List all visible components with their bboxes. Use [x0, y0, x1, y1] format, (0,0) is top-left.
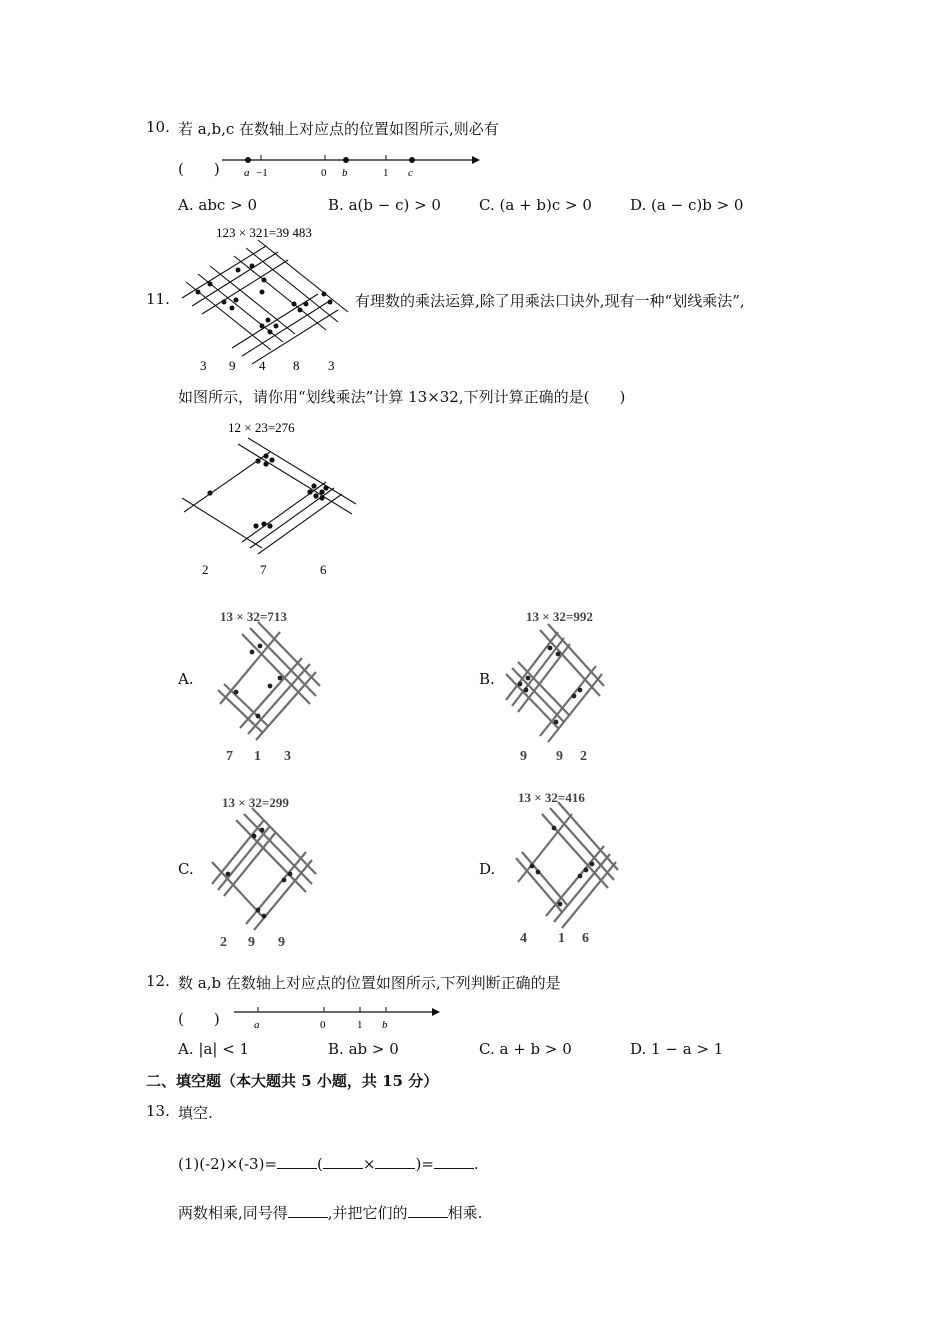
q11-option-a-label[interactable]: A.: [178, 670, 194, 688]
q11-option-b-label[interactable]: B.: [479, 670, 495, 688]
example-lines: [182, 438, 356, 554]
q11-option-a-figure[interactable]: [210, 604, 322, 764]
q10-number-line: [220, 148, 480, 182]
option-expr: a + b > 0: [499, 1040, 572, 1058]
q10-option-b[interactable]: [328, 196, 441, 214]
q11-figure-123x321: [176, 222, 354, 374]
q13-line2: [178, 1202, 482, 1223]
option-digit: 9: [520, 749, 527, 764]
option-title: 13 × 32=299: [222, 795, 289, 810]
axis-arrow: [432, 1008, 440, 1016]
option-label: C.: [479, 1040, 495, 1058]
fig-digit: 9: [229, 358, 236, 373]
option-digit: 4: [520, 931, 527, 946]
q12-number: 12.: [146, 972, 170, 990]
option-label: A.: [178, 196, 194, 214]
fill-blank[interactable]: [323, 1154, 363, 1169]
fill-blank[interactable]: [277, 1154, 317, 1169]
q11-option-c-figure[interactable]: [206, 790, 322, 952]
fill-blank[interactable]: [434, 1154, 474, 1169]
option-digit: 6: [582, 931, 589, 946]
q12-option-b[interactable]: [328, 1040, 399, 1058]
q13-number: 13.: [146, 1102, 170, 1120]
fill-blank[interactable]: [408, 1203, 448, 1218]
option-digit: 7: [226, 749, 233, 764]
label-0: 0: [320, 1019, 326, 1031]
option-lines: [212, 808, 316, 930]
option-expr: 1 − a > 1: [651, 1040, 724, 1058]
fig-dots: [196, 264, 333, 335]
option-expr: ab > 0: [348, 1040, 399, 1058]
option-digit: 2: [580, 749, 587, 764]
q13-stem: 填空.: [178, 1104, 213, 1122]
option-expr: (a + b)c > 0: [499, 196, 592, 214]
label-b: b: [382, 1019, 388, 1031]
point-c: [409, 157, 415, 163]
fig-digit: 8: [293, 358, 300, 373]
fig-digit: 3: [200, 358, 207, 373]
option-title: 13 × 32=416: [518, 790, 585, 805]
example-dots: [207, 453, 328, 528]
q10-option-c[interactable]: [479, 196, 592, 214]
option-digit: 3: [284, 749, 291, 764]
label-1: 1: [383, 167, 389, 179]
text-segment: ,并把它们的: [327, 1204, 408, 1222]
label-a: a: [254, 1019, 260, 1031]
option-label: D.: [630, 1040, 647, 1058]
point-b: [343, 157, 349, 163]
fig-digit: 4: [259, 358, 266, 373]
option-title: 13 × 32=992: [526, 609, 593, 624]
q12-option-d[interactable]: [630, 1040, 723, 1058]
option-label: C.: [479, 196, 495, 214]
text-segment: )=: [415, 1155, 434, 1173]
text-segment: (: [317, 1155, 323, 1173]
q11-number: 11.: [146, 290, 170, 308]
fill-blank[interactable]: [288, 1203, 328, 1218]
label-0: 0: [321, 167, 327, 179]
option-expr: abc > 0: [198, 196, 257, 214]
option-label: B.: [328, 196, 344, 214]
option-label: A.: [178, 1040, 194, 1058]
axis-arrow: [472, 156, 480, 164]
option-digit: 1: [254, 749, 261, 764]
option-digit: 2: [220, 935, 227, 950]
option-digit: 9: [278, 935, 285, 950]
q11-option-d-figure[interactable]: [510, 784, 622, 950]
q13-line1: [178, 1154, 479, 1173]
q11-option-c-label[interactable]: C.: [178, 860, 194, 878]
label-1: 1: [357, 1019, 363, 1031]
option-digit: 9: [556, 749, 563, 764]
option-expr: |a| < 1: [198, 1040, 250, 1058]
option-label: D.: [630, 196, 647, 214]
q11-option-d-label[interactable]: D.: [479, 860, 496, 878]
label-c: c: [408, 167, 413, 179]
fig-title: 123 × 321=39 483: [216, 225, 312, 240]
example-digit: 7: [260, 562, 267, 577]
label-minus-1: −1: [256, 167, 268, 179]
fig-lines: [182, 240, 348, 364]
section-2-title: 二、填空题（本大题共 5 小题，共 15 分）: [146, 1072, 439, 1090]
q10-answer-paren: ( ): [178, 160, 220, 178]
label-a: a: [244, 167, 250, 179]
text-segment: 相乘.: [447, 1204, 483, 1222]
option-title: 13 × 32=713: [220, 609, 287, 624]
text-segment: .: [473, 1155, 479, 1173]
q11-stem-line2: 如图所示，请你用“划线乘法”计算 13×32,下列计算正确的是( ): [178, 388, 626, 406]
example-title: 12 × 23=276: [228, 420, 295, 435]
text-segment: 两数相乘,同号得: [178, 1204, 288, 1222]
q10-stem: 若 a,b,c 在数轴上对应点的位置如图所示,则必有: [178, 120, 499, 138]
option-label: B.: [328, 1040, 344, 1058]
text-segment: ×: [362, 1155, 376, 1173]
example-digit: 6: [320, 562, 327, 577]
fill-blank[interactable]: [375, 1154, 415, 1169]
q12-answer-paren: ( ): [178, 1010, 220, 1028]
option-expr: a(b − c) > 0: [348, 196, 441, 214]
text-segment: (1)(-2)×(-3)=: [178, 1155, 278, 1173]
q11-stem-right: 有理数的乘法运算,除了用乘法口诀外,现有一种“划线乘法”,: [355, 292, 745, 310]
q10-number: 10.: [146, 118, 170, 136]
q12-option-a[interactable]: [178, 1040, 249, 1058]
example-digit: 2: [202, 562, 209, 577]
point-a: [245, 157, 251, 163]
option-lines: [218, 622, 320, 740]
q10-option-a[interactable]: [178, 196, 257, 214]
option-expr: (a − c)b > 0: [651, 196, 744, 214]
q10-option-d[interactable]: [630, 196, 743, 214]
q12-number-line: [232, 1000, 444, 1034]
label-b: b: [342, 167, 348, 179]
option-digit: 1: [558, 931, 565, 946]
q12-option-c[interactable]: [479, 1040, 572, 1058]
option-digit: 9: [248, 935, 255, 950]
q12-stem: 数 a,b 在数轴上对应点的位置如图所示,下列判断正确的是: [178, 974, 561, 992]
fig-digit: 3: [328, 358, 335, 373]
q11-option-b-figure[interactable]: [500, 604, 620, 764]
q11-example-12x23: [176, 416, 366, 582]
